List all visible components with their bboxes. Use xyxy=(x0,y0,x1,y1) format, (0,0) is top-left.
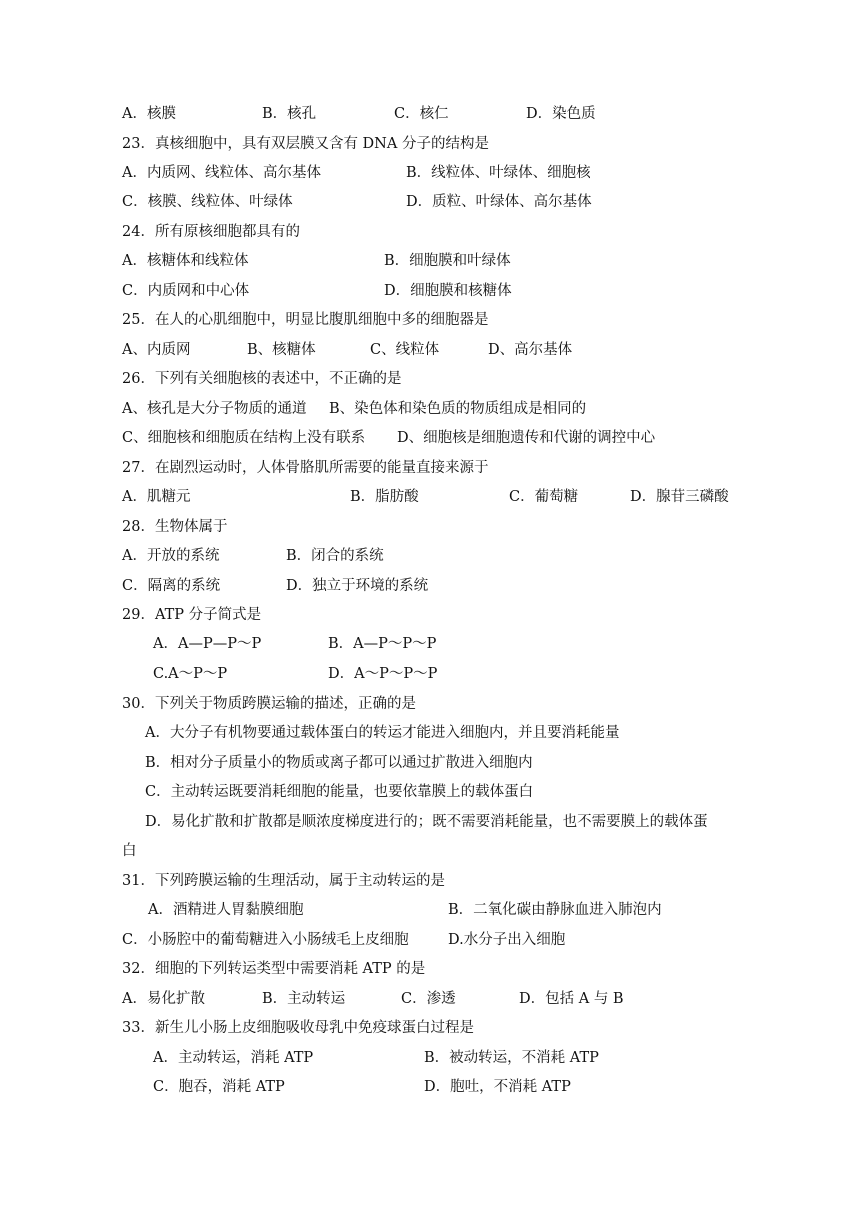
q26-option-d: D、细胞核是细胞遗传和代谢的调控中心 xyxy=(397,430,656,446)
q27-option-d: D．腺苷三磷酸 xyxy=(630,489,729,505)
q28-option-a: A．开放的系统 xyxy=(122,548,220,564)
q25-option-b: B、核糖体 xyxy=(247,342,316,358)
q29-option-b: B．A—P～P～P xyxy=(328,636,437,652)
q22-option-b: B．核孔 xyxy=(262,106,317,122)
q28-option-b: B．闭合的系统 xyxy=(286,548,384,564)
q22-option-d: D．染色质 xyxy=(526,106,596,122)
q28-stem: 28．生物体属于 xyxy=(122,519,228,535)
q31-option-a: A．酒精进人胃黏膜细胞 xyxy=(148,902,304,918)
q26-option-b: B、染色体和染色质的物质组成是相同的 xyxy=(329,401,587,417)
q28-option-c: C．隔离的系统 xyxy=(122,578,221,594)
q33-option-c: C．胞吞，消耗 ATP xyxy=(153,1079,285,1095)
q32-stem: 32．细胞的下列转运类型中需要消耗 ATP 的是 xyxy=(122,961,426,977)
q29-stem: 29．ATP 分子简式是 xyxy=(122,607,262,623)
q31-option-d: D.水分子出入细胞 xyxy=(448,932,566,948)
q25-option-d: D、高尔基体 xyxy=(488,342,573,358)
q27-stem: 27．在剧烈运动时，人体骨胳肌所需要的能量直接来源于 xyxy=(122,460,489,476)
q29-option-a: A．A—P—P～P xyxy=(153,636,262,652)
q24-option-c: C．内质网和中心体 xyxy=(122,283,250,299)
q29-option-d: D．A～P～P～P xyxy=(328,666,438,682)
q28-option-d: D．独立于环境的系统 xyxy=(286,578,429,594)
q25-option-c: C、线粒体 xyxy=(370,342,440,358)
q30-option-a: A．大分子有机物要通过载体蛋白的转运才能进入细胞内，并且要消耗能量 xyxy=(145,725,620,741)
q27-option-c: C．葡萄糖 xyxy=(509,489,579,505)
q30-option-d: D．易化扩散和扩散都是顺浓度梯度进行的；既不需要消耗能量，也不需要膜上的载体蛋 xyxy=(145,814,708,830)
q24-option-d: D．细胞膜和核糖体 xyxy=(384,283,512,299)
q32-option-d: D．包括 A 与 B xyxy=(519,991,624,1007)
q29-option-c: C.A～P～P xyxy=(153,666,228,682)
q31-option-b: B．二氧化碳由静脉血进入肺泡内 xyxy=(448,902,662,918)
q27-option-b: B．脂肪酸 xyxy=(350,489,419,505)
q26-stem: 26．下列有关细胞核的表述中，不正确的是 xyxy=(122,371,402,387)
q23-option-c: C．核膜、线粒体、叶绿体 xyxy=(122,194,293,210)
q23-stem: 23．真核细胞中，具有双层膜又含有 DNA 分子的结构是 xyxy=(122,136,489,152)
q23-option-a: A．内质网、线粒体、高尔基体 xyxy=(122,165,321,181)
q23-option-d: D．质粒、叶绿体、高尔基体 xyxy=(406,194,592,210)
q27-option-a: A．肌糖元 xyxy=(122,489,191,505)
q33-stem: 33．新生儿小肠上皮细胞吸收母乳中免疫球蛋白过程是 xyxy=(122,1020,474,1036)
q33-option-a: A．主动转运，消耗 ATP xyxy=(153,1050,314,1066)
q31-option-c: C．小肠腔中的葡萄糖进入小肠绒毛上皮细胞 xyxy=(122,932,409,948)
q24-option-a: A．核糖体和线粒体 xyxy=(122,253,249,269)
q26-option-a: A、核孔是大分子物质的通道 xyxy=(122,401,307,417)
q25-stem: 25．在人的心肌细胞中，明显比腹肌细胞中多的细胞器是 xyxy=(122,312,489,328)
q30-stem: 30．下列关于物质跨膜运输的描述，正确的是 xyxy=(122,696,416,712)
q30-option-c: C．主动转运既要消耗细胞的能量，也要依靠膜上的载体蛋白 xyxy=(145,784,534,800)
q23-option-b: B．线粒体、叶绿体、细胞核 xyxy=(406,165,591,181)
q32-option-a: A．易化扩散 xyxy=(122,991,205,1007)
q33-option-d: D．胞吐，不消耗 ATP xyxy=(424,1079,571,1095)
q24-option-b: B．细胞膜和叶绿体 xyxy=(384,253,511,269)
q32-option-c: C．渗透 xyxy=(401,991,456,1007)
q24-stem: 24．所有原核细胞都具有的 xyxy=(122,224,300,240)
q32-option-b: B．主动转运 xyxy=(262,991,346,1007)
q22-option-a: A．核膜 xyxy=(122,106,176,122)
q33-option-b: B．被动转运，不消耗 ATP xyxy=(424,1050,599,1066)
q30-option-d-wrap: 白 xyxy=(122,843,137,859)
q22-option-c: C．核仁 xyxy=(394,106,449,122)
q26-option-c: C、细胞核和细胞质在结构上没有联系 xyxy=(122,430,366,446)
q25-option-a: A、内质网 xyxy=(122,342,191,358)
q31-stem: 31．下列跨膜运输的生理活动，属于主动转运的是 xyxy=(122,873,445,889)
q30-option-b: B．相对分子质量小的物质或离子都可以通过扩散进入细胞内 xyxy=(145,755,533,771)
